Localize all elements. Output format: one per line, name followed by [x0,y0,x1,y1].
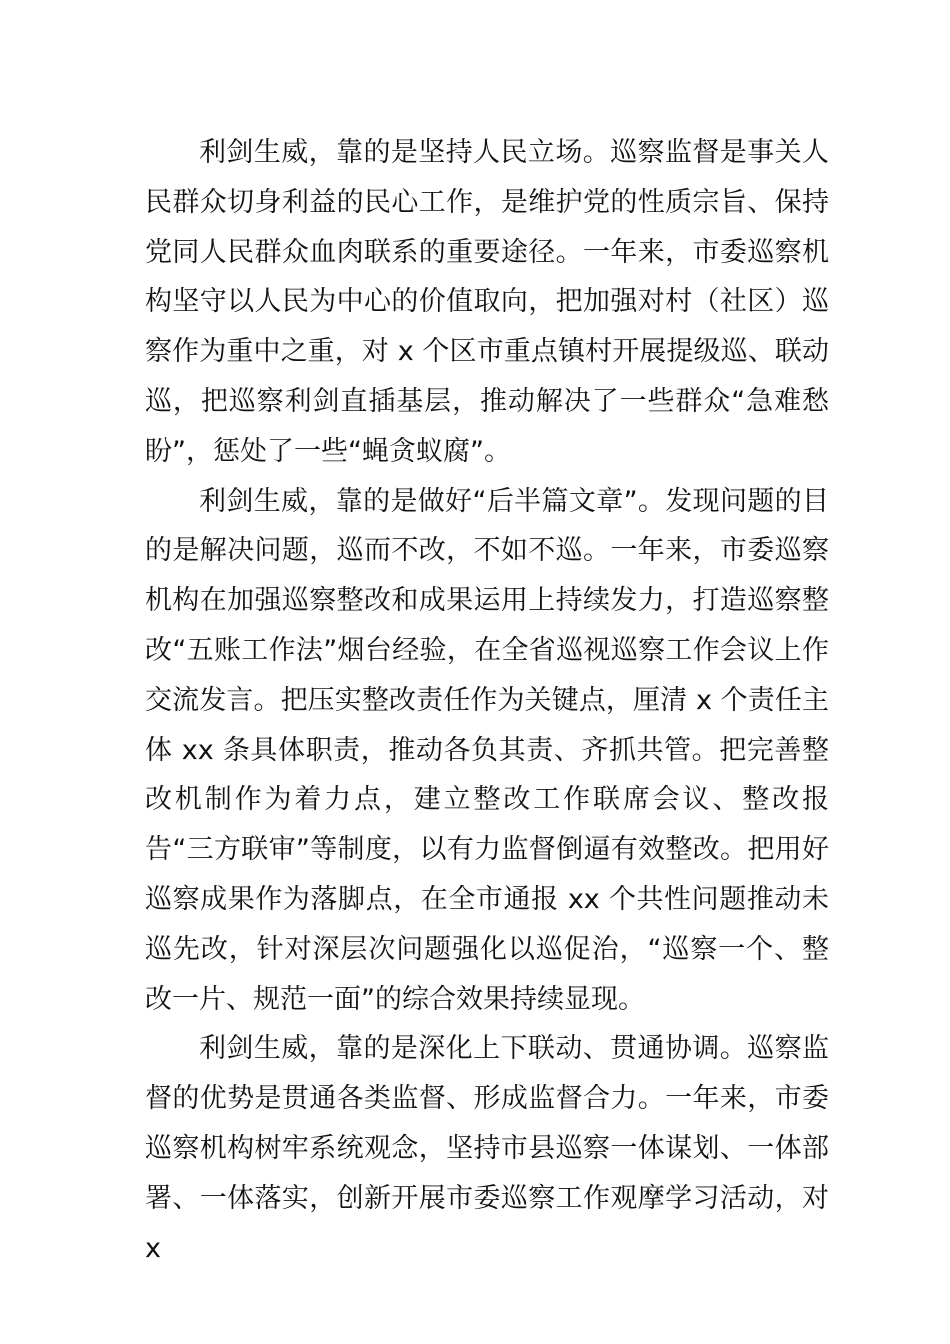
document-body [145,128,829,1273]
paragraph-people-stance: 利剑生威，靠的是坚持人民立场。巡察监督是事关人民群众切身利益的民心工作，是维护党的性质宗旨、保持党同人民群众血肉联系的重要途径。一年来，市委巡察机构坚守以人民为中心的价值取向，把加强对村（社区）巡察作为重中之重，对 x 个区市重点镇村开展提级巡、联动巡，把巡察利剑直插基层，推动解决了一些群众“急难愁盼”，惩处了一些“蝇贪蚁腐”。 [145,137,829,467]
paragraph-rectification: 利剑生威，靠的是做好“后半篇文章”。发现问题的目的是解决问题，巡而不改，不如不巡。一年来，市委巡察机构在加强巡察整改和成果运用上持续发力，打造巡察整改“五账工作法”烟台经验，在全省巡视巡察工作会议上作交流发言。把压实整改责任作为关键点，厘清 x 个责任主体 xx 条具体职责，推动各负其责、齐抓共管。把完善整改机制作为着力点，建立整改工作联席会议、整改报告“三方联审”等制度，以有力监督倒逼有效整改。把用好巡察成果作为落脚点，在全市通报 xx 个共性问题推动未巡先改，针对深层次问题强化以巡促治，“巡察一个、整改一片、规范一面”的综合效果持续显现。 [145,485,829,1015]
paragraph-coordination: 利剑生威，靠的是深化上下联动、贯通协调。巡察监督的优势是贯通各类监督、形成监督合力。一年来，市委巡察机构树牢系统观念，坚持市县巡察一体谋划、一体部署、一体落实，创新开展市委巡察工作观摩学习活动，对 x [145,1033,829,1264]
